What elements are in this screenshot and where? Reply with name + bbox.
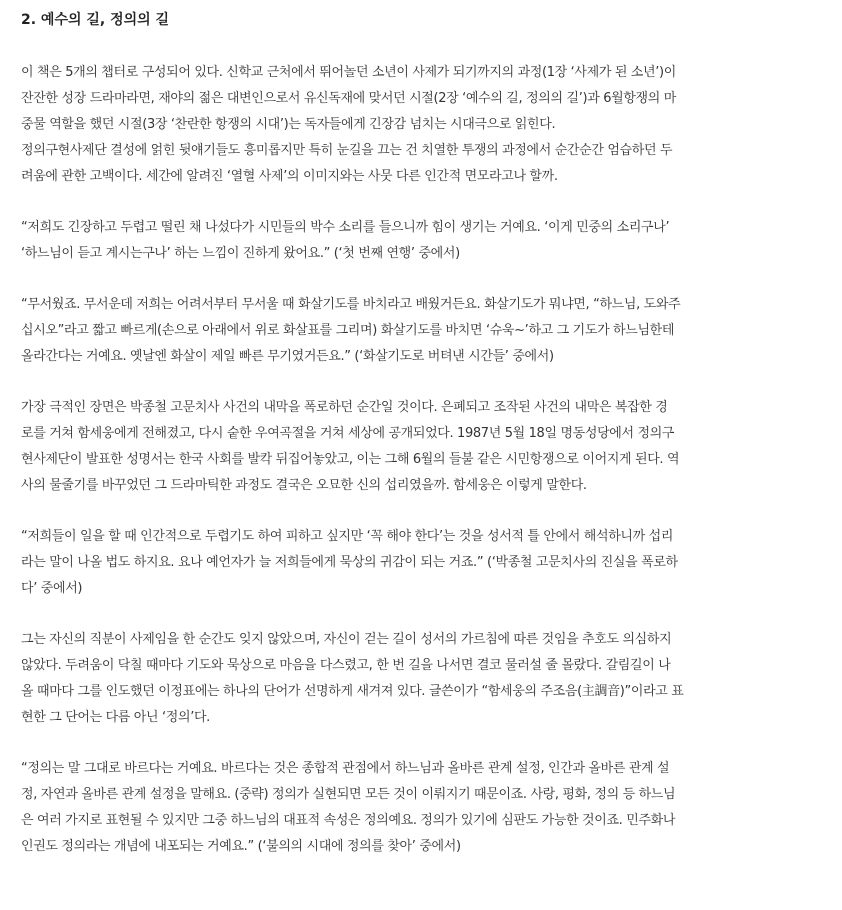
article	[21, 8, 821, 885]
text-line: 려움에 관한 고백이다. 세간에 알려진 ‘열혈 사제’의 이미지와는 사뭇 다른 인간적 면모라고나 할까.	[21, 169, 558, 184]
text-line: 중물 역할을 했던 시절(3장 ‘찬란한 항쟁의 시대’)는 독자들에게 긴장감 넘치는 시대극으로 읽힌다.	[21, 117, 556, 132]
text-line: 정의구현사제단 결성에 얽힌 뒷얘기들도 흥미롭지만 특히 눈길을 끄는 건 치열한 투쟁의 과정에서 순간순간 엄습하던 두	[21, 143, 673, 158]
text-line: 사의 물줄기를 바꾸었던 그 드라마틱한 과정도 결국은 오묘한 신의 섭리였을까. 함세웅은 이렇게 말한다.	[21, 478, 587, 493]
text-line: 이 책은 5개의 챕터로 구성되어 있다. 신학교 근처에서 뛰어놀던 소년이 사제가 되기까지의 과정(1장 ‘사제가 된 소년’)이	[21, 65, 676, 80]
text-line: 그는 자신의 직분이 사제임을 한 순간도 잊지 않았으며, 자신이 걷는 길이 성서의 가르침에 따른 것임을 추호도 의심하지	[21, 632, 672, 647]
text-line: 정, 자연과 올바른 관계 설정을 말해요. (중략) 정의가 실현되면 모든 것이 이뤄지기 때문이죠. 사랑, 평화, 정의 등 하느님	[21, 787, 676, 802]
text-line: “무서웠죠. 무서운데 저희는 어려서부터 무서울 때 화살기도를 바치라고 배웠거든요. 화살기도가 뭐냐면, “하느님, 도와주	[21, 297, 681, 312]
text-line: “저희들이 일을 할 때 인간적으로 두렵기도 하여 피하고 싶지만 ‘꼭 해야 한다’는 것을 성서적 틀 안에서 해석하니까 섭리	[21, 529, 674, 544]
text-line: 인권도 정의라는 개념에 내포되는 거예요.” (‘불의의 시대에 정의를 찾아’ 중에서)	[21, 839, 461, 854]
section-heading: 2. 예수의 길, 정의의 길	[21, 12, 170, 28]
text-line: 잔잔한 성장 드라마라면, 재야의 젊은 대변인으로서 유신독재에 맞서던 시절(2장 ‘예수의 길, 정의의 길’)과 6월항쟁의 마	[21, 91, 676, 106]
text-line: 라는 말이 나올 법도 하지요. 요나 예언자가 늘 저희들에게 묵상의 귀감이 되는 거죠.” (‘박종철 고문치사의 진실을 폭로하	[21, 555, 678, 570]
paragraph	[21, 60, 821, 190]
article-body	[21, 60, 821, 860]
paragraph	[21, 627, 821, 731]
text-line: 현한 그 단어는 다름 아닌 ‘정의’다.	[21, 710, 210, 725]
paragraph	[21, 524, 821, 602]
text-line: “저희도 긴장하고 두렵고 떨린 채 나섰다가 시민들의 박수 소리를 들으니까 힘이 생기는 거예요. ‘이게 민중의 소리구나’	[21, 220, 670, 235]
text-line: 현사제단이 발표한 성명서는 한국 사회를 발칵 뒤집어놓았고, 이는 그해 6월의 들불 같은 시민항쟁으로 이어지게 된다. 역	[21, 452, 680, 467]
text-line: “정의는 말 그대로 바르다는 거예요. 바르다는 것은 종합적 관점에서 하느님과 올바른 관계 설정, 인간과 올바른 관계 설	[21, 761, 670, 776]
text-line: ‘하느님이 듣고 계시는구나’ 하는 느낌이 진하게 왔어요.” (‘첫 번째 연행’ 중에서)	[21, 246, 460, 261]
text-line: 올라간다는 거예요. 옛날엔 화살이 제일 빠른 무기였거든요.” (‘화살기도로 버텨낸 시간들’ 중에서)	[21, 349, 554, 364]
text-line: 가장 극적인 장면은 박종철 고문치사 사건의 내막을 폭로하던 순간일 것이다. 은폐되고 조작된 사건의 내막은 복잡한 경	[21, 400, 668, 415]
text-line: 로를 거쳐 함세웅에게 전해졌고, 다시 숱한 우여곡절을 거쳐 세상에 공개되었다. 1987년 5월 18일 명동성당에서 정의구	[21, 426, 675, 441]
paragraph	[21, 756, 821, 860]
paragraph	[21, 215, 821, 267]
text-line: 않았다. 두려움이 닥칠 때마다 기도와 묵상으로 마음을 다스렸고, 한 번 길을 나서면 결코 물러설 줄 몰랐다. 갈림길이 나	[21, 658, 671, 673]
text-line: 올 때마다 그를 인도했던 이정표에는 하나의 단어가 선명하게 새겨져 있다. 글쓴이가 “함세웅의 주조음(主調音)”이라고 표	[21, 684, 684, 699]
paragraph	[21, 292, 821, 370]
text-line: 다’ 중에서)	[21, 581, 83, 596]
text-line: 은 여러 가지로 표현될 수 있지만 그중 하느님의 대표적 속성은 정의예요. 정의가 있기에 심판도 가능한 것이죠. 민주화나	[21, 813, 676, 828]
text-line: 십시오”라고 짧고 빠르게(손으로 아래에서 위로 화살표를 그리며) 화살기도를 바치면 ‘슈욱~’하고 그 기도가 하느님한테	[21, 323, 675, 338]
paragraph	[21, 395, 821, 499]
